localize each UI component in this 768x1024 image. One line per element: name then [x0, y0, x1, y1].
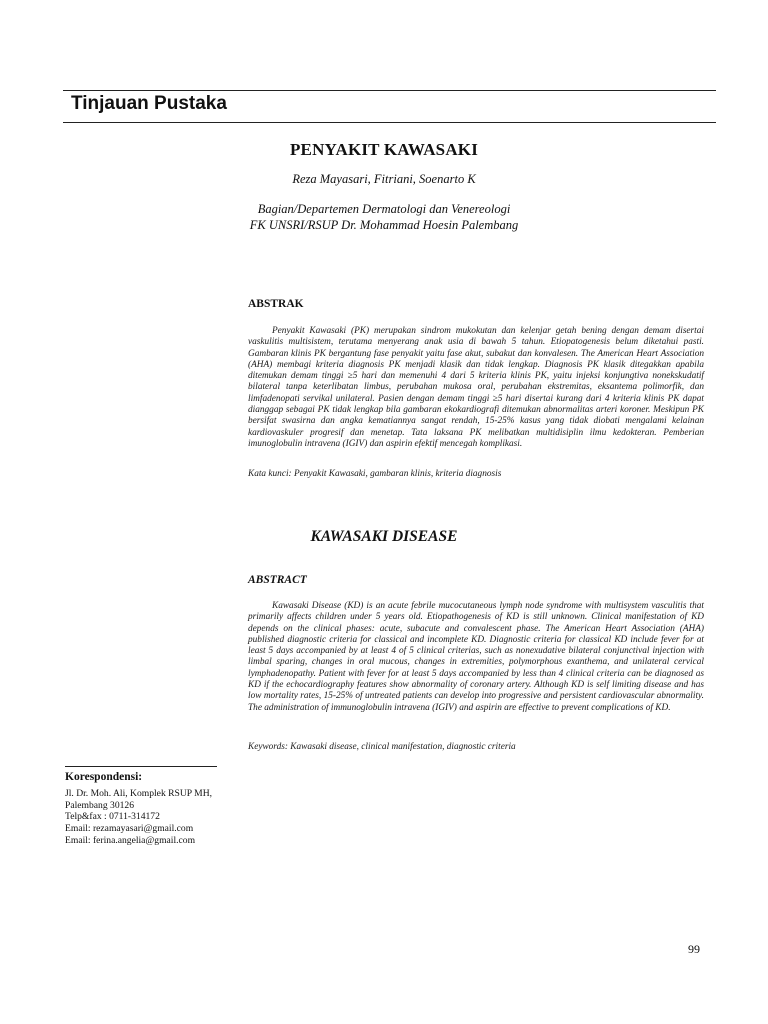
page-number: 99: [688, 942, 700, 956]
abstract-paragraph: Kawasaki Disease (KD) is an acute febrile mucocutaneous lymph node syndrome with multisystem vasculitis that primarily affects children under 5 years old. Etiopathogenesis of KD is still unknown. Clinical manifestation of KD depends on the clinical phases: acute, subacute and convalescent phase. The American Heart Association (AHA) published diagnostic criteria for classical and incomplete KD. Diagnostic criteria for classical KD include fever for at least 5 days accompanied by at least 4 of 5 clinical criterias, such as nonexudative bilateral conjunctival injection with limbal sparing, changes in oral mucous, changes in extremities, polymorphous exanthema, and unilateral cervical lymphadenopathy. Patient with fever for at least 5 days accompanied by less than 4 clinical criteria can be diagnosed as KD if the echocardiography features show abnormality of coronary artery. Although KD is self limiting disease and has low mortality rates, 15-25% of untreated patients can develop into progressive and persistent cardiovascular abnormality. The administration of immunoglobulin intravena (IGIV) and aspirin are effective to prevent complications of KD.: [248, 601, 704, 713]
header-rule-bottom: [63, 122, 716, 123]
correspondence-email-2: Email: ferina.angelia@gmail.com: [65, 834, 196, 846]
kata-kunci: Kata kunci: Penyakit Kawasaki, gambaran klinis, kriteria diagnosis: [248, 469, 502, 479]
affiliation-line-2: FK UNSRI/RSUP Dr. Mohammad Hoesin Palembang: [249, 218, 519, 232]
article-authors: Reza Mayasari, Fitriani, Soenarto K: [292, 172, 476, 186]
header-rule-top: [63, 90, 716, 91]
correspondence-email-1: Email: rezamayasari@gmail.com: [65, 823, 194, 835]
correspondence-details: [65, 788, 212, 847]
article-title-id: PENYAKIT KAWASAKI: [289, 140, 479, 159]
correspondence-rule: [65, 766, 217, 767]
correspondence-heading: Korespondensi:: [65, 771, 143, 783]
correspondence-city: Palembang 30126: [65, 799, 135, 811]
section-title: Tinjauan Pustaka: [71, 93, 227, 114]
abstrak-heading: ABSTRAK: [248, 298, 304, 310]
keywords: Keywords: Kawasaki disease, clinical manifestation, diagnostic criteria: [248, 742, 516, 752]
abstract-heading: ABSTRACT: [248, 574, 307, 586]
article-affiliation: [0, 201, 768, 233]
affiliation-line-1: Bagian/Departemen Dermatologi dan Venereologi: [257, 202, 511, 216]
correspondence-phone: Telp&fax : 0711-314172: [65, 811, 160, 823]
article-title-en: KAWASAKI DISEASE: [310, 528, 458, 545]
correspondence-address: Jl. Dr. Moh. Ali, Komplek RSUP MH,: [65, 788, 213, 799]
abstrak-paragraph: Penyakit Kawasaki (PK) merupakan sindrom mukokutan dan kelenjar getah bening dengan demam disertai vaskulitis multisistem, terutama menyerang anak usia di bawah 5 tahun. Etiopatogenesis belum diketahui pasti. Gambaran klinis PK bergantung fase penyakit yaitu fase akut, subakut dan konvalesen. The American Heart Association (AHA) membagi kriteria diagnosis PK menjadi klasik dan tidak lengkap. Diagnosis PK klasik ditegakkan apabila ditemukan demam tinggi ≥5 hari dan memenuhi 4 dari 5 kriteria klinis PK, yaitu injeksi konjungtiva nonekskudatif bilateral tanpa keterlibatan limbus, perubahan mukosa oral, perubahan ekstremitas, eksantema polimorfik, dan limfadenopati servikal unilateral. Pasien dengan demam tinggi ≥5 hari disertai kurang dari 4 kriteria klinis PK dapat dianggap sebagai PK tidak lengkap bila gambaran ekokardiografi ditemukan abnormalitas arteri koroner. Meskipun PK bersifat swasirna dan angka kematiannya sangat rendah, 15-25% kasus yang tidak diobati mengalami kelainan kardiovaskuler progresif dan menetap. Tata laksana PK melibatkan multidisiplin ilmu kedokteran. Pemberian imunoglobulin intravena (IGIV) dan aspirin efektif mencegah komplikasi.: [248, 326, 704, 449]
